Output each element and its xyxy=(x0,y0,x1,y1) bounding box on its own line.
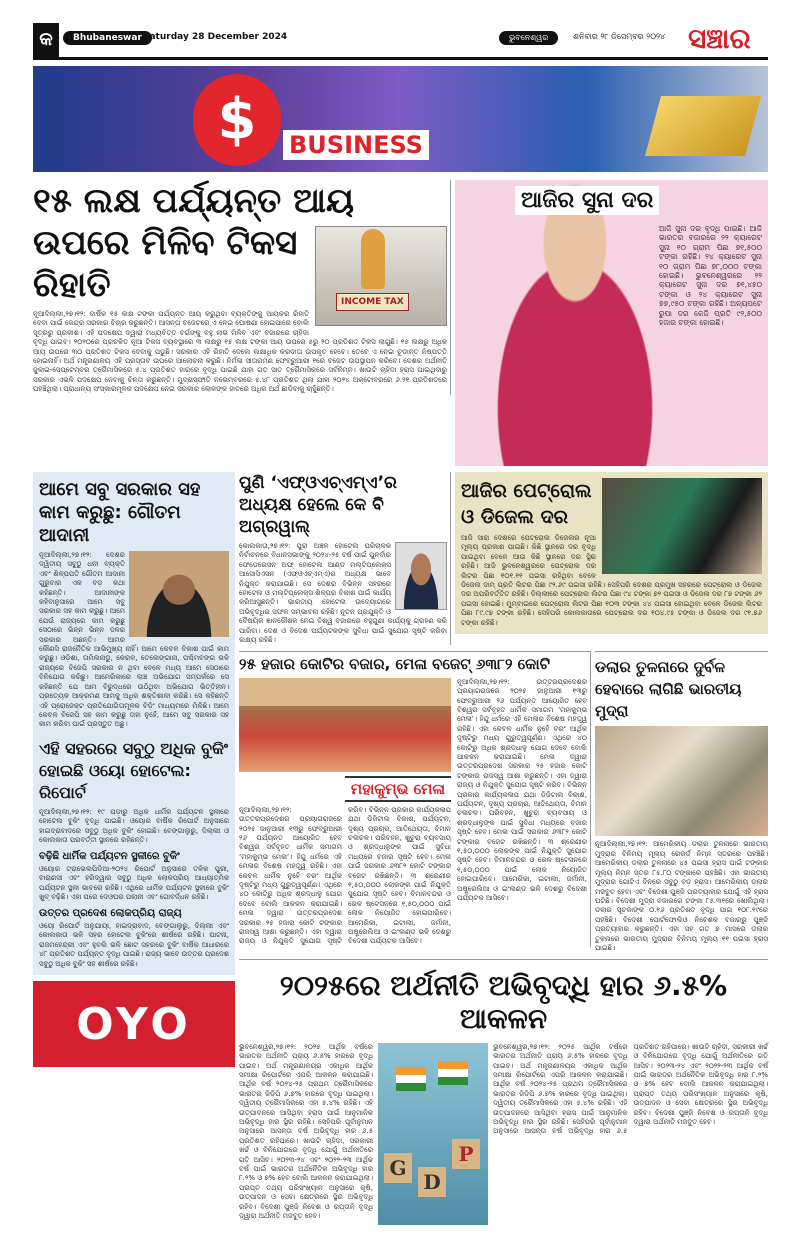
petrol-box xyxy=(455,472,768,634)
adani-headline: ଆମେ ସବୁ ସରକାର ସହ କାମ କରୁଛୁ: ଗୌତମ ଆଦାନୀ xyxy=(39,479,201,546)
fhma-body-text: କୋଲକାତା,୨୭।୧୨: ପୁରା ଅଞ୍ଚଳ ହୋଟେଲ ପରିଚାଳକ ନିର୍ବାଚନରେ ବିଧାନସଭାଙ୍କୁ ୨୦୨୪-୨୫ ବର୍ଷ ପାଇଁ ପୁନର୍ବାର ଫେଡେରେସନ ଅଫ୍ ହୋଟେଲ ଆଣ୍ଡ ମଲ୍ଟିପ୍ଲେକ୍ସ ଆସୋସିଏସନ (ଏଫ୍‌ଓଏଚ୍‌ଏମ୍‌ଏ)ର ଅଧ୍ୟକ୍ଷ ଭାବେ ନିଯୁକ୍ତ କରାଯାଇଛି। ସେ ଦେଶର ବିଭିନ୍ନ ସହରରେ ହୋଟେଲ ଓ ମଲ୍ଟିପ୍ଲେକ୍ସ ଶିଳ୍ପର ବିକାଶ ପାଇଁ କାର୍ଯ୍ୟ କରିଆସୁଛନ୍ତି। ଭାରତୀୟ ହୋଟେଲ ଉଦ୍ୟୋଗରେ ଅଭିବୃଦ୍ଧିର ସଫଳ ସମ୍ଭାବନା ରହିଛି। ନୂତନ ପ୍ରଯୁକ୍ତି ଓ ବୈଷୟିକ ଜ୍ଞାନକୌଶଳ ନେଇ ବିଶ୍ୱ ବଜାରରେ ବହୁଗୁଣା କାର୍ଯ୍ୟକୁ ଗ୍ରହଣ କରି ପାରିବା। ଦେଶ ଓ ବିଦେଶ ପର୍ଯ୍ୟଟକଙ୍କ ସୁବିଧା ପାଇଁ ସୁଯୋଗ ସୃଷ୍ଟି କରିବା ଲକ୍ଷ୍ୟ ରହିଛି। xyxy=(239,542,447,645)
gdp-columns xyxy=(239,1043,768,1225)
kumbh-left xyxy=(239,678,451,947)
fhma-body xyxy=(239,542,447,645)
gdp-image xyxy=(378,1043,488,1225)
oyo-body: ନୂଆଦିଲ୍ଲୀ,୨୭।୧୨: ୧୯ ପଡ଼ାରୁ ଅଧିକ ଧାର୍ମିକ ପର୍ଯ୍ୟଟନ ସ୍ଥଳୀରେ ହୋଟେଲ ବୁକିଂ ବୃଦ୍ଧି ପାଇଛି। ଓୟୋର ବାର୍ଷିକ ରିପୋର୍ଟ ଅନୁସାରେ ହାଇଦ୍ରାବାଦରେ ସବୁଠୁ ଅଧିକ ବୁକିଂ ହୋଇଛି। ବେଙ୍ଗାଲୁରୁ, ଦିଲ୍ଲୀ ଓ କୋଲକାତା ପରବର୍ତ୍ତୀ ସ୍ଥାନରେ ରହିଛନ୍ତି। xyxy=(39,807,229,844)
oyo-headline: ଏହି ସହରରେ ସବୁଠୁ ଅଧିକ ବୁକିଂ ହୋଇଛି ଓୟୋ ହୋଟେଲ: ରିପୋର୍ଟ xyxy=(39,738,229,802)
gdp-article xyxy=(239,959,768,1224)
gold-bars-image xyxy=(645,96,761,156)
gold-body: ଆଜି ସୁନା ଦର ବୃଦ୍ଧି ପାଇଛି। ଆଜି ଭାରତର ବଜାରରେ ୨୨ କ୍ୟାରେଟ ସୁନା ୧୦ ଗ୍ରାମ ପିଛା ୭୧,୫୦୦ ଟଙ୍କା ରହିଛି। ୨୪ କ୍ୟାରେଟ ସୁନା ୧୦ ଗ୍ରାମ ପିଛା ୭୮,୦୦୦ ଟଙ୍କା ହୋଇଛି। ଭୁବନେଶ୍ୱରରେ ୨୨ କ୍ୟାରେଟ ସୁନା ଦର ୭୧,୪୫୦ ଟଙ୍କା ଓ ୨୪ କ୍ୟାରେଟ ସୁନା ୭୭,୯୫୦ ଟଙ୍କା ରହିଛି। ଅନ୍ୟପଟେ ରୁପା ଦର କେଜି ପ୍ରତି ୯୨,୫୦୦ ହଜାର ଟଙ୍କା ହୋଇଛି। xyxy=(659,224,762,328)
banner-title: BUSINESS xyxy=(283,130,429,160)
india-flag-icon xyxy=(438,1061,468,1085)
kumbh-columns xyxy=(239,678,587,947)
fhma-article xyxy=(239,472,451,645)
oyo-subhead-2: ଉତ୍ତର ପ୍ରଦେଶ ଲୋକପ୍ରିୟ ରାଜ୍ୟ xyxy=(39,908,182,920)
kumbh-label: ମହାକୁମ୍ଭ ମେଳା xyxy=(345,776,451,802)
adani-body xyxy=(39,551,229,730)
tax-stamp-handle xyxy=(361,229,385,289)
gdp-block-d: D xyxy=(418,1167,446,1197)
page-grid xyxy=(33,180,768,1225)
newspaper-logo: ସଞ୍ଚାର xyxy=(688,22,751,55)
gdp-block-g: G xyxy=(384,1153,412,1183)
rupee-body: ନୂଆଦିଲ୍ଲୀ,୨୭।୧୨: ଆମେରିକୀୟ ଡଲାର ତୁଳନାରେ ଭାରତୀୟ ମୁଦ୍ରାର ବିନିମୟ ମୂଲ୍ୟ ରେକର୍ଡ ନିମ୍ନ ସ୍ତରରେ ପହଞ୍ଚିଛି। ଆମେରିକୀୟ ଡଲାର ତୁଳନାରେ ୪୫ ପଇସା ହ୍ରାସ ପାଇଁ ଟଙ୍କାର ମୂଲ୍ୟ ନିମ୍ନ ସ୍ତର ୮୫.୮୦ ଟଙ୍କାରେ ପହଞ୍ଚିଛି। ଏହା ଭାରତୀୟ ମୁଦ୍ରାର ଗୋଟିଏ ଦିନରେ ସବୁଠୁ ବଡ଼ ହ୍ରାସ। ଆମେରିକୀୟ ଡଲାର ମଜବୁତ ହେବା ଏବଂ ବିଦେଶୀ ପୁଞ୍ଜି ପ୍ରତ୍ୟାହାର ଯୋଗୁଁ ଏହି ହ୍ରାସ ଘଟିଛି। ବିଦେଶୀ ମୁଦ୍ରା ବଜାରରେ ଟଙ୍କା ୮୫.୩୧ରେ ଖୋଲିଥିଲା। ଡଲାର ସୂଚକାଙ୍କ ୦.୧୬ ପ୍ରତିଶତ ବୃଦ୍ଧି ପାଇ ୧୦୮.୧୯ରେ ପହଞ୍ଚିଛି। ବିଦେଶୀ ପୋର୍ଟଫୋଲିଓ ନିବେଶକ ବଜାରରୁ ପୁଞ୍ଜି ପ୍ରତ୍ୟାହାର କରୁଛନ୍ତି। ଏହା ସହ ଗତ ୭ ମାସରେ ଡଲାର ତୁଳନାରେ ଭାରତୀୟ ମୁଦ୍ରାର ବିନିମୟ ମୂଲ୍ୟ ୧୧ ପଇସା ହ୍ରାସ ପାଇଛି। xyxy=(595,840,768,952)
date-od: ଶନିବାର ୨୮ ଡିସେମ୍ବର ୨୦୨୪ xyxy=(573,32,666,41)
gdp-body-text: ଭୁବନେଶ୍ୱର,୨୭।୧୨: ୨୦୨୫ ଆର୍ଥିକ ବର୍ଷରେ ଭାରତର ଅର୍ଥନୀତି ପ୍ରାୟ ୬.୫% ହାରରେ ବୃଦ୍ଧି ପାଇବ। ଅର୍ଥ ମନ୍ତ୍ରଣାଳୟର ଏକାଧିକ ଆର୍ଥିକ ସମୀକ୍ଷା ରିପୋର୍ଟରେ ଏପରି ଆକଳନ କରାଯାଇଛି। ଆର୍ଥିକ ବର୍ଷ ୨୦୨୪-୨୫ ପ୍ରଥମ ତ୍ରୈମାସିକରେ ଭାରତର ଜିଡିପି ୬.୭% ହାରରେ ବୃଦ୍ଧି ପାଇଥିଲା। ଦ୍ୱିତୀୟ ତ୍ରୈମାସିକରେ ଏହା ୫.୪% ରହିଛି। ଏହି ଉତ୍ପାଦନରେ ଆସିଥିବା ହ୍ରାସ ପାଇଁ ଆନୁମାନିକ ଅଭିବୃଦ୍ଧି ହାର ସ୍ଥିର ରହିଛି। ସେହିପରି ପୂର୍ବାନୁମାନ ଅନୁସାରେ ଆସନ୍ତା ବର୍ଷ ଅଭିବୃଦ୍ଧି ହାର ୬.୫ ପ୍ରତିଶତ ରହିପାରେ। ଖାଉଟି ଚାହିଦା, ସରକାରୀ ଖର୍ଚ୍ଚ ଓ ବିନିଯୋଗରେ ବୃଦ୍ଧି ଯୋଗୁଁ ଅର୍ଥନୀତିରେ ଗତି ଆସିବ। ୨୦୨୩-୨୪ ଏବଂ ୨୦୨୨-୨୩ ଆର୍ଥିକ ବର୍ଷ ପାଇଁ ଭାରତର ଅର୍ଥନୈତିକ ଅଭିବୃଦ୍ଧି ହାର ୮.୨% ଓ ୭% ହେବ ବୋଲି ଆକଳନ କରାଯାଇଥିଲା। ପ୍ରାପ୍ତ ତଥ୍ୟ ପରିସଂଖ୍ୟାନ ଅନୁସାରେ କୃଷି, ଉତ୍ପାଦନ ଓ ସେବା କ୍ଷେତ୍ରରେ ସ୍ଥିର ଅଭିବୃଦ୍ଧି ରହିବ। ବିଦେଶୀ ପୁଞ୍ଜି ନିବେଶ ଓ ରପ୍ତାନି ବୃଦ୍ଧି ଦ୍ୱାରା ଅର୍ଥନୀତି ମଜବୁତ ହେବ। xyxy=(239,1042,373,1221)
adani-photo xyxy=(129,551,229,637)
tax-headline: ୧୫ ଲକ୍ଷ ପର୍ଯ୍ୟନ୍ତ ଆୟ ଉପରେ ମିଳିବ ଟିକସ ରିହାତି xyxy=(33,181,355,305)
fhma-headline: ପୁଣି ‘ଏଫ୍‌ଓଏଚ୍‌ଏମ୍‌ଏ’ର ଅଧ୍ୟକ୍ଷ ହେଲେ କେ ବି ଅଗ୍ରୱାଲ୍ xyxy=(239,473,397,537)
kumbh-body-text-2: ନୂଆଦିଲ୍ଲୀ,୨୭।୧୨: ଉତ୍ତରପ୍ରଦେଶର ପ୍ରୟାଗରାଜରେ ୨୦୨୫ ଜାନୁଆରୀ ୧୩ରୁ ଫେବ୍ରୁଆରୀ ୨୬ ପର୍ଯ୍ୟନ୍ତ ଆୟୋଜିତ ହେବ ବିଶ୍ୱର ସର୍ବବୃହତ ଧାର୍ମିକ ସମାଗମ ‘ମହାକୁମ୍ଭ ମେଳା’। ହିନ୍ଦୁ ଧର୍ମରେ ଏହି ମେଳାର ବିଶେଷ ମହତ୍ତ୍ୱ ରହିଛି। ଏହା କେବଳ ଧାର୍ମିକ ନୁହେଁ ବରଂ ଆର୍ଥିକ ଦୃଷ୍ଟିରୁ ମଧ୍ୟ ଗୁରୁତ୍ୱପୂର୍ଣ୍ଣ। ଏଥିରେ ୪୦ କୋଟିରୁ ଅଧିକ ଶ୍ରଦ୍ଧାଳୁ ଯୋଗ ଦେବେ ବୋଲି ଆକଳନ କରାଯାଇଛି। ମେଳା ଦ୍ୱାରା ଉତ୍ତରପ୍ରଦେଶ ସରକାର ୨୫ ହଜାର କୋଟି ଟଙ୍କାର ରାଜସ୍ୱ ଆଶା କରୁଛନ୍ତି। ଏହା ଦ୍ୱାରା ରାଜ୍ୟ ଓ ନିଯୁକ୍ତି ସୁଯୋଗ ସୃଷ୍ଟି କରିବ। ବିଭିନ୍ନ ପ୍ରକାର କାର୍ଯ୍ୟକଳାପ ଯଥା ଡିଜିଟାଲ ବିକାଶ, ପର୍ଯ୍ୟଟନ, ଦୃଶ୍ୟ ପ୍ରଚାର, ଆତିଥେୟତା, ବିମାନ ଚଳାଚଳ। ପରିବହନ, ଖୁଚୁରା ବ୍ୟବସାୟ ଓ ଶ୍ରଦ୍ଧାଳୁଙ୍କ ପାଇଁ ସୁବିଧା ମଧ୍ୟରେ ବଜାର ସୃଷ୍ଟି ହେବ। ମେଳା ପାଇଁ ସରକାର ୬୩୮୨ କୋଟି ଟଙ୍କାର ବଜେଟ ରଖିଛନ୍ତି। ୩ ଶ୍ରେଣୀର ୧,୫୦,୦୦୦ ଲୋକଙ୍କ ପାଇଁ ନିଯୁକ୍ତି ସୁଯୋଗ ସୃଷ୍ଟି ହେବ। ବିମାନବନ୍ଦର ଓ ରେଳ ଷ୍ଟେସନରେ ୧,୫୦,୦୦୦ ପାଇଁ ଲୋକ ନିୟୋଜିତ ହୋଇପାରିବେ। ଆମେରିକା, ଇଟାଲୀ, ଜର୍ମାନୀ, ଅଷ୍ଟ୍ରେଲିଆ ଓ ଇଂଲଣ୍ଡ ଭଳି ଦେଶରୁ ବିଦେଶୀ ପର୍ଯ୍ୟଟକ ଆସିବେ। xyxy=(457,677,587,903)
income-tax-image xyxy=(315,226,447,326)
business-banner xyxy=(33,66,768,172)
adani-oyo-column xyxy=(33,472,235,1067)
gdp-body-left xyxy=(239,1043,373,1225)
adani-oyo-box xyxy=(33,472,235,975)
kumbh-headline: ୨୫ ହଜାର କୋଟିର ବଜାର, ମେଳା ବଜେଟ୍ ୬୩୮୨ କୋଟି xyxy=(239,655,551,674)
gold-rate-box xyxy=(455,180,768,466)
masthead xyxy=(33,20,768,60)
adani-body-text: ନୂଆଦିଲ୍ଲୀ,୨୭।୧୨: ଦେଶର ଦ୍ୱିତୀୟ ସବୁଠୁ ଧନୀ ବ୍ୟକ୍ତି ଏବଂ ଶିଳ୍ପପତି ଗୌତମ ଆଦାନୀ ଗୁରୁବାର ଏକ ବଡ଼ କଥା କହିଛନ୍ତି। ଆଦାନୀଙ୍କ କହିବାନୁସାରେ ଆମେ ସବୁ ସରକାର ସହ କାମ କରୁଛୁ। ଆମେ ଯେଉଁ ରାଜ୍ୟରେ କାମ କରୁଛୁ ସେଠାରେ ଭିନ୍ନ ଭିନ୍ନ ଦଳର ସରକାର ଅଛନ୍ତି। ଆମର କୌଣସି ରାଜନୈତିକ ଆଭିମୁଖ୍ୟ ନାହିଁ। ଆମେ କେବଳ ବିକାଶ ପାଇଁ କାମ କରୁଛୁ। ଓଡ଼ିଶା, ତାମିଲନାଡୁ, କେରଳ, ତେଲେଙ୍ଗାନା, ପଶ୍ଚିମବଙ୍ଗ ଭଳି ରାଜ୍ୟରେ ବିଜେପି ସରକାର ନ ଥିବା ବେଳେ ମଧ୍ୟ ଆମେ ସେଠାରେ ବିନିଯୋଗ କରିଛୁ। ଆମେରିକାରେ ଲାଞ୍ଚ ଅଭିଯୋଗ ସମ୍ପର୍କରେ ସେ କହିଛନ୍ତି ଯେ ଆମ ବିରୁଦ୍ଧରେ ଉଠିଥିବା ଅଭିଯୋଗ ଭିତ୍ତିହୀନ। ପ୍ରତ୍ୟେକ ଆକ୍ରମଣ ଆମକୁ ଅଧିକ ଶକ୍ତିଶାଳୀ କରିଛି। ସେ କହିଛନ୍ତି ଏହି ପ୍ରୋଜେକ୍ଟ ପ୍ରତିଯୋଗିତାମୂଳକ ବିଡ଼ିଂ ମାଧ୍ୟମରେ ମିଳିଛି। ଆମେ କେବଳ ବିଜେପି ସହ କାମ କରୁଛୁ ତାହା ନୁହେଁ, ଆମେ ସବୁ ସରକାର ସହ କାମ କରିବା ପାଇଁ ପ୍ରସ୍ତୁତ ଅଛୁ। xyxy=(39,551,229,729)
tax-body: ନୂଆଦିଲ୍ଲୀ,୨୭।୧୨: ବାର୍ଷିକ ୧୫ ଲକ୍ଷ ଟଙ୍କା ପର୍ଯ୍ୟନ୍ତ ଆୟ କରୁଥିବା ବ୍ୟକ୍ତିଙ୍କୁ ଆୟକର ରିହାତି ଦେବା ପାଇଁ କେନ୍ଦ୍ର ସରକାର ବିଚାର କରୁଛନ୍ତି। ଆସନ୍ତା ବଜେଟରେ ଏ ନେଇ ଘୋଷଣା ହୋଇପାରେ ବୋଲି ସୂତ୍ରରୁ ପ୍ରକାଶ। ଏହି ପଦକ୍ଷେପ ଦ୍ୱାରା ମଧ୍ୟବିତ୍ତ ବର୍ଗଙ୍କୁ ବହୁ ଲାଭ ମିଳିବ ଏବଂ ବଜାରରେ ଚାହିଦା ବୃଦ୍ଧି ପାଇବ। ୨୦୨୦ରେ ପ୍ରଚଳିତ ନୂଆ ଟିକସ ବ୍ୟବସ୍ଥାରେ ୩ ଲକ୍ଷରୁ ୧୫ ଲକ୍ଷ ଟଙ୍କା ଆୟ ଉପରେ ୫ରୁ ୨୦ ପ୍ରତିଶତ ଟିକସ ଲାଗୁଛି। ୧୫ ଲକ୍ଷରୁ ଅଧିକ ଆୟ ଉପରେ ୩୦ ପ୍ରତିଶତ ଟିକସ ଦେବାକୁ ପଡୁଛି। ସରକାର ଏହି ରିହାତି ଦେଲେ ଲକ୍ଷାଧିକ କରଦାତା ଉପକୃତ ହେବେ। ତେବେ ଏ ନେଇ ଚୂଡାନ୍ତ ନିଷ୍ପତ୍ତି ହୋଇନାହିଁ। ଅର୍ଥ ମନ୍ତ୍ରଣାଳୟ ଏହି ପ୍ରସ୍ତାବ ଉପରେ ଆଲୋଚନା କରୁଛି। ନିର୍ମଳା ସୀତାରମଣ ଫେବ୍ରୁଆରୀ ୧ରେ ବଜେଟ ଉପସ୍ଥାପନ କରିବେ। ଦେଶର ଅର୍ଥନୀତି ଜୁଲାଇ-ସେପ୍ଟେମ୍ବର ତ୍ରୈମାସିକରେ ୫.୪ ପ୍ରତିଶତ ହାରରେ ବୃଦ୍ଧି ପାଇଛି ଯାହା ଗତ ସାତ ତ୍ରୈମାସିକରେ ସର୍ବନିମ୍ନ। ଖାଉଟି ଚାହିଦା ହ୍ରାସ ପାଇଥିବାରୁ ସରକାର ଏଭଳି ପଦକ୍ଷେପ ନେବାକୁ ଚିନ୍ତା କରୁଛନ୍ତି। ମୁଦ୍ରାସ୍ଫୀତି ନଭେମ୍ବରରେ ୫.୪୮ ପ୍ରତିଶତ ଥିଲା ଯାହା ୨୦୨୪ ଅକ୍ଟୋବରରେ ୬.୨୧ ପ୍ରତିଶତରେ ପହଞ୍ଚିଥିଲା। ପ୍ରାଧାନ୍ୟ ସଂସ୍କାରମୂଳକ ପଦକ୍ଷେପ ନେଇ ସରକାର ଲୋକଙ୍କ ହାତରେ ଅଧିକ ଅର୍ଥ ଛାଡିବାକୁ ଚାହୁଁଛନ୍ତି। xyxy=(33,310,447,394)
oyo-logo xyxy=(33,981,235,1067)
tax-article xyxy=(33,180,451,395)
oyo-logo-text: OYO xyxy=(76,998,192,1050)
fuel-pump-image xyxy=(602,478,762,574)
gdp-body-text-2: ଭୁବନେଶ୍ୱର,୨୭।୧୨: ୨୦୨୫ ଆର୍ଥିକ ବର୍ଷରେ ଭାରତର ଅର୍ଥନୀତି ପ୍ରାୟ ୬.୫% ହାରରେ ବୃଦ୍ଧି ପାଇବ। ଅର୍ଥ ମନ୍ତ୍ରଣାଳୟର ଏକାଧିକ ଆର୍ଥିକ ସମୀକ୍ଷା ରିପୋର୍ଟରେ ଏପରି ଆକଳନ କରାଯାଇଛି। ଆର୍ଥିକ ବର୍ଷ ୨୦୨୪-୨୫ ପ୍ରଥମ ତ୍ରୈମାସିକରେ ଭାରତର ଜିଡିପି ୬.୭% ହାରରେ ବୃଦ୍ଧି ପାଇଥିଲା। ଦ୍ୱିତୀୟ ତ୍ରୈମାସିକରେ ଏହା ୫.୪% ରହିଛି। ଏହି ଉତ୍ପାଦନରେ ଆସିଥିବା ହ୍ରାସ ପାଇଁ ଆନୁମାନିକ ଅଭିବୃଦ୍ଧି ହାର ସ୍ଥିର ରହିଛି। ସେହିପରି ପୂର୍ବାନୁମାନ ଅନୁସାରେ ଆସନ୍ତା ବର୍ଷ ଅଭିବୃଦ୍ଧି ହାର ୬.୫ ପ୍ରତିଶତ ରହିପାରେ। ଖାଉଟି ଚାହିଦା, ସରକାରୀ ଖର୍ଚ୍ଚ ଓ ବିନିଯୋଗରେ ବୃଦ୍ଧି ଯୋଗୁଁ ଅର୍ଥନୀତିରେ ଗତି ଆସିବ। ୨୦୨୩-୨୪ ଏବଂ ୨୦୨୨-୨୩ ଆର୍ଥିକ ବର୍ଷ ପାଇଁ ଭାରତର ଅର୍ଥନୈତିକ ଅଭିବୃଦ୍ଧି ହାର ୮.୨% ଓ ୭% ହେବ ବୋଲି ଆକଳନ କରାଯାଇଥିଲା। ପ୍ରାପ୍ତ ତଥ୍ୟ ପରିସଂଖ୍ୟାନ ଅନୁସାରେ କୃଷି, ଉତ୍ପାଦନ ଓ ସେବା କ୍ଷେତ୍ରରେ ସ୍ଥିର ଅଭିବୃଦ୍ଧି ରହିବ। ବିଦେଶୀ ପୁଞ୍ଜି ନିବେଶ ଓ ରପ୍ତାନି ବୃଦ୍ଧି ଦ୍ୱାରା ଅର୍ଥନୀତି ମଜବୁତ ହେବ। xyxy=(493,1042,768,1136)
city-od-badge: ଭୁବନେଶ୍ୱର xyxy=(499,31,558,45)
oyo-body-1: ଓୟୋର ଟ୍ରାଭେଲପିଡିଆ-୨୦୨୪ ରିପୋର୍ଟ ଅନୁସାରେ ତଳିକ ପୁରୀ, ବାରାଣସୀ ଏବଂ ହରିଦ୍ୱାର ସବୁଠୁ ଅଧିକ ଲୋକପ୍ରିୟ ଆଧ୍ୟାତ୍ମିକ ପର୍ଯ୍ୟଟନ ସ୍ଥଳୀ ଭାବରେ ରହିଛି। ଏଥିରେ ଧାର୍ମିକ ପର୍ଯ୍ୟଟନ ସ୍ଥଳୀରେ ବୁକିଂ ଖୁବ୍ ବଢ଼ିଛି। ଏହା ପରେ ଦେଓଘର ପଲାନୀ ଏବଂ ଗୋବର୍ଦ୍ଧନ ରହିଛି। xyxy=(39,864,229,902)
kumbh-article xyxy=(239,651,591,946)
money-bag-dollar-icon: $ xyxy=(193,74,281,166)
gdp-body-right xyxy=(493,1043,768,1225)
gdp-block-p: P xyxy=(452,1139,480,1169)
india-flag-icon xyxy=(396,1067,426,1091)
gold-headline: ଆଜିର ସୁନା ଦର xyxy=(515,186,659,215)
section-letter: କ xyxy=(33,23,59,57)
date-en: Saturday 28 December 2024 xyxy=(143,32,288,42)
kumbh-body-right xyxy=(457,678,587,947)
kumbh-body-left xyxy=(239,806,451,947)
city-en-badge: Bhubaneswar xyxy=(63,31,152,45)
kumbh-crowd-image xyxy=(239,678,451,772)
model-image xyxy=(455,180,655,466)
oyo-body-2: ଓୟୋ ରିପୋର୍ଟ ଅନୁଯାୟୀ, ହାଇଦ୍ରାବାଦ, ବେଙ୍ଗାଲୁରୁ, ଦିଲ୍ଲୀ ଏବଂ କୋଲକାତା ଭଳି ସହର ହୋଟେଲ ବୁକିଂରେ ଶୀର୍ଷରେ ରହିଛି। ପାଟନା, ରାଜମହେନ୍ଦ୍ରୀ ଏବଂ ହୁବଲି ଭଳି ଛୋଟ ସହରରେ ବୁକିଂ ବାର୍ଷିକ ଆଧାରରେ ୪୮ ପ୍ରତିଶତ ପର୍ଯ୍ୟନ୍ତ ବୃଦ୍ଧି ପାଇଛି। ରାଜ୍ୟ ଭାବେ ଉତ୍ତର ପ୍ରଦେଶ ସବୁଠୁ ଅଧିକ ବୁକିଂ ସହ ଶୀର୍ଷରେ ରହିଛି। xyxy=(39,921,229,968)
kumbh-body-text: ନୂଆଦିଲ୍ଲୀ,୨୭।୧୨: ଉତ୍ତରପ୍ରଦେଶର ପ୍ରୟାଗରାଜରେ ୨୦୨୫ ଜାନୁଆରୀ ୧୩ରୁ ଫେବ୍ରୁଆରୀ ୨୬ ପର୍ଯ୍ୟନ୍ତ ଆୟୋଜିତ ହେବ ବିଶ୍ୱର ସର୍ବବୃହତ ଧାର୍ମିକ ସମାଗମ ‘ମହାକୁମ୍ଭ ମେଳା’। ହିନ୍ଦୁ ଧର୍ମରେ ଏହି ମେଳାର ବିଶେଷ ମହତ୍ତ୍ୱ ରହିଛି। ଏହା କେବଳ ଧାର୍ମିକ ନୁହେଁ ବରଂ ଆର୍ଥିକ ଦୃଷ୍ଟିରୁ ମଧ୍ୟ ଗୁରୁତ୍ୱପୂର୍ଣ୍ଣ। ଏଥିରେ ୪୦ କୋଟିରୁ ଅଧିକ ଶ୍ରଦ୍ଧାଳୁ ଯୋଗ ଦେବେ ବୋଲି ଆକଳନ କରାଯାଇଛି। ମେଳା ଦ୍ୱାରା ଉତ୍ତରପ୍ରଦେଶ ସରକାର ୨୫ ହଜାର କୋଟି ଟଙ୍କାର ରାଜସ୍ୱ ଆଶା କରୁଛନ୍ତି। ଏହା ଦ୍ୱାରା ରାଜ୍ୟ ଓ ନିଯୁକ୍ତି ସୁଯୋଗ ସୃଷ୍ଟି କରିବ। ବିଭିନ୍ନ ପ୍ରକାର କାର୍ଯ୍ୟକଳାପ ଯଥା ଡିଜିଟାଲ ବିକାଶ, ପର୍ଯ୍ୟଟନ, ଦୃଶ୍ୟ ପ୍ରଚାର, ଆତିଥେୟତା, ବିମାନ ଚଳାଚଳ। ପରିବହନ, ଖୁଚୁରା ବ୍ୟବସାୟ ଓ ଶ୍ରଦ୍ଧାଳୁଙ୍କ ପାଇଁ ସୁବିଧା ମଧ୍ୟରେ ବଜାର ସୃଷ୍ଟି ହେବ। ମେଳା ପାଇଁ ସରକାର ୬୩୮୨ କୋଟି ଟଙ୍କାର ବଜେଟ ରଖିଛନ୍ତି। ୩ ଶ୍ରେଣୀର ୧,୫୦,୦୦୦ ଲୋକଙ୍କ ପାଇଁ ନିଯୁକ୍ତି ସୁଯୋଗ ସୃଷ୍ଟି ହେବ। ବିମାନବନ୍ଦର ଓ ରେଳ ଷ୍ଟେସନରେ ୧,୫୦,୦୦୦ ପାଇଁ ଲୋକ ନିୟୋଜିତ ହୋଇପାରିବେ। ଆମେରିକା, ଇଟାଲୀ, ଜର୍ମାନୀ, ଅଷ୍ଟ୍ରେଲିଆ ଓ ଇଂଲଣ୍ଡ ଭଳି ଦେଶରୁ ବିଦେଶୀ ପର୍ଯ୍ୟଟକ ଆସିବେ। xyxy=(239,805,451,946)
gdp-headline: ୨୦୨୫ରେ ଅର୍ଥନୀତି ଅଭିବୃଦ୍ଧି ହାର ୬.୫% ଆକଳନ xyxy=(279,969,728,1035)
oyo-subhead-1: ବଢ଼ିଛି ଧାର୍ମିକ ପର୍ଯ୍ୟଟନ ସ୍ଥଳୀରେ ବୁକିଂ xyxy=(39,851,180,863)
rupee-article xyxy=(595,651,768,953)
petrol-body-text: ଆଜି ସାରା ଦେଶରେ ପେଟ୍ରୋଲ ଡିଜେଲର ନୂଆ ମୂଲ୍ୟ ପ୍ରକାଶ ପାଇଛି। କିଛି ସ୍ଥାନରେ ଦର ବୃଦ୍ଧି ପାଇଥିବା ବେଳେ ଆଉ କିଛି ସ୍ଥାନରେ ଦର ସ୍ଥିର ରହିଛି। ଆଜି ଭୁବନେଶ୍ୱରରେ ପେଟ୍ରୋଲ ଦର ଲିଟର ପିଛା ୧୦୧.୧୧ ପଇସା ରହିଥିବା ବେଳେ ଡିଜେଲ ଦାମ୍ ପ୍ରତି ଲିଟର ପିଛା ୯୨.୬୯ ପଇସା ରହିଛି। ସେହିପରି ଦେଶର ପ୍ରମୁଖ ସହରରେ ପେଟ୍ରୋଲ ଓ ଡିଜେଲ ଦର ଅପରିବର୍ତ୍ତିତ ରହିଛି। ଦିଲ୍ଲୀରେ ପେଟ୍ରୋଲ ଲିଟର ପିଛା ୯୪ ଟଙ୍କା ୭୨ ପଇସା ଓ ଡିଜେଲ ଦର ୮୭ ଟଙ୍କା ୬୨ ପଇସା ହୋଇଛି। ମୁମ୍ବାଇରେ ପେଟ୍ରୋଲ ଲିଟର ପିଛା ୧୦୩ ଟଙ୍କା ୪୪ ପଇସା ହୋଇଥିବା ବେଳେ ଡିଜେଲ ଲିଟର ପିଛା ୮୯.୯୭ ଟଙ୍କା ରହିଛି। ସେହିପରି କୋଲକାତାରେ ପେଟ୍ରୋଲ ଦର ୧୦୪.୯୫ ଟଙ୍କା ଓ ଡିଜେଲ ଦର ୯୧.୭୬ ଟଙ୍କା ରହିଛି। xyxy=(461,534,762,627)
rupee-notes-image xyxy=(595,726,768,836)
petrol-headline: ଆଜିର ପେଟ୍ରୋଲ ଓ ଡିଜେଲ ଦର xyxy=(461,480,592,528)
rupee-headline: ଡଲାର ତୁଳନାରେ ଦୁର୍ବଳ ହେବାରେ ଲାଗିଛି ଭାରତୀୟ ମୁଦ୍ରା xyxy=(595,658,742,721)
tax-stamp-label: INCOME TAX xyxy=(336,293,409,311)
agarwal-photo xyxy=(395,542,447,610)
